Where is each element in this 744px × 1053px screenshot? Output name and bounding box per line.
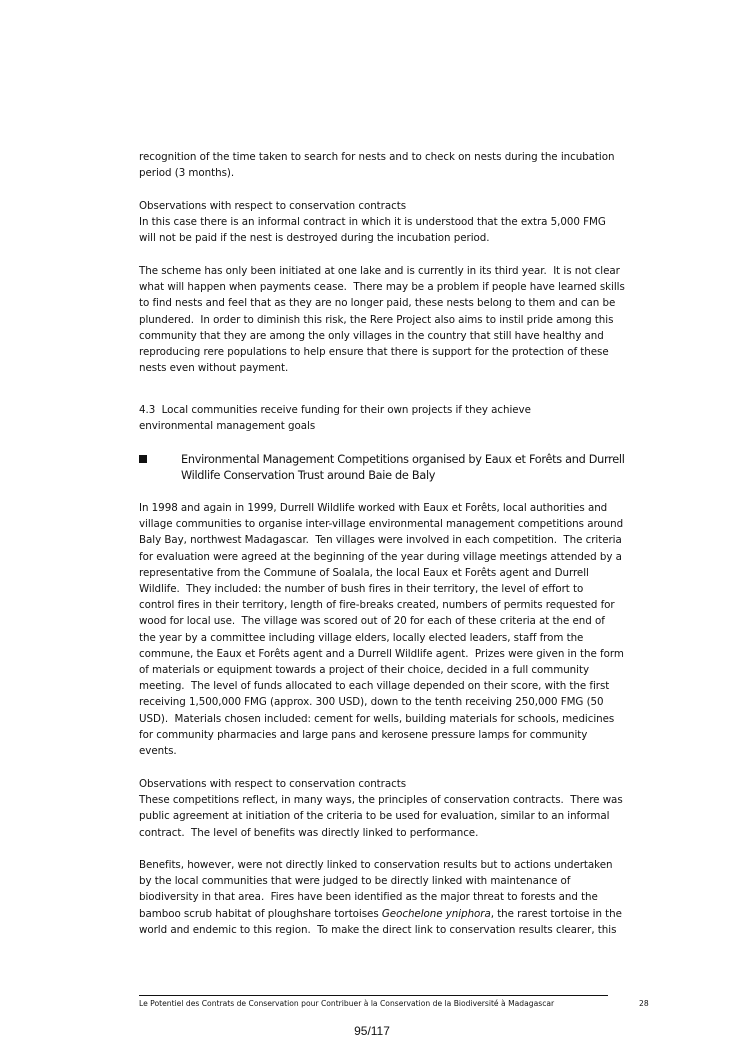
section-heading-4-3: [139, 403, 629, 434]
text-line: will not be paid if the nest is destroyed during the incubation period.: [139, 232, 490, 245]
text-line: In 1998 and again in 1999, Durrell Wildlife worked with Eaux et Forêts, local authorities and: [139, 502, 608, 514]
text-line: USD). Materials chosen included: cement for wells, building materials for schools, medicines: [139, 712, 615, 725]
text-line: Baly Bay, northwest Madagascar. Ten villages were involved in each competition. The criteria: [139, 534, 622, 547]
text-line: of materials or equipment towards a project of their choice, decided in a full community: [139, 664, 589, 677]
text-line: receiving 1,500,000 FMG (approx. 300 USD), down to the tenth receiving 250,000 FMG (50: [139, 696, 604, 709]
text-line: Wildlife. They included: the number of bush fires in their territory, the level of effort to: [139, 583, 584, 596]
text-line: Benefits, however, were not directly linked to conservation results but to actions undertaken: [139, 859, 613, 871]
observations-block-2: [139, 776, 629, 841]
section-heading-line: 4.3 Local communities receive funding for their own projects if they achieve: [139, 404, 531, 416]
text-line: wood for local use. The village was scored out of 20 for each of these criteria at the end of: [139, 615, 605, 628]
text-line: The scheme has only been initiated at one lake and is currently in its third year. It is not clear: [139, 265, 620, 277]
text-line: for community pharmacies and large pans and kerosene pressure lamps for community: [139, 728, 588, 741]
observations-block-1: [139, 198, 629, 247]
text-line: world and endemic to this region. To make the direct link to conservation results clearer, this: [139, 923, 617, 936]
text-line: contract. The level of benefits was directly linked to performance.: [139, 826, 479, 839]
footer-divider: [139, 995, 608, 996]
text-line: period (3 months).: [139, 167, 235, 180]
text-line: In this case there is an informal contract in which it is understood that the extra 5,000 FMG: [139, 216, 606, 229]
text-line-species: [139, 906, 629, 922]
paragraph-1998: [139, 500, 629, 759]
text-line: recognition of the time taken to search for nests and to check on nests during the incubation: [139, 151, 615, 163]
text-line: meeting. The level of funds allocated to each village depended on their score, with the first: [139, 680, 610, 693]
text-line: representative from the Commune of Soalala, the local Eaux et Forêts agent and Durrell: [139, 566, 589, 579]
text-line: events.: [139, 745, 177, 758]
text-line: These competitions reflect, in many ways, the principles of conservation contracts. There was: [139, 794, 623, 807]
footer-page-number: 28: [639, 999, 649, 1008]
text-line: Environmental Management Competitions organised by Eaux et Forêts and Durrell: [181, 453, 625, 466]
bullet-square-icon: [139, 455, 147, 463]
section-heading-line: environmental management goals: [139, 419, 316, 432]
paragraph-benefits: [139, 857, 629, 938]
species-name: Geochelone yniphora: [381, 907, 491, 920]
observations-heading: Observations with respect to conservation contracts: [139, 200, 407, 212]
text-line: nests even without payment.: [139, 362, 289, 375]
text-line: by the local communities that were judged to be directly linked with maintenance of: [139, 875, 571, 888]
page-counter: 95/117: [354, 1024, 390, 1038]
text-line: village communities to organise inter-village environmental management competitions around: [139, 518, 624, 531]
text-line: commune, the Eaux et Forêts agent and a Durrell Wildlife agent. Prizes were given in the form: [139, 647, 624, 660]
text-line: what will happen when payments cease. There may be a problem if people have learned skills: [139, 281, 625, 294]
text-line: biodiversity in that area. Fires have been identified as the major threat to forests and the: [139, 891, 598, 904]
observations-heading: Observations with respect to conservation contracts: [139, 778, 407, 790]
text-line: the year by a committee including village elders, locally elected leaders, staff from the: [139, 631, 584, 644]
text-line: community that they are among the only villages in the country that still have healthy and: [139, 329, 604, 342]
paragraph-scheme: [139, 263, 629, 376]
text-line: reproducing rere populations to help ensure that there is support for the protection of these: [139, 346, 609, 359]
text-run: , the rarest tortoise in the: [490, 907, 622, 920]
text-line: to find nests and feel that as they are no longer paid, these nests belong to them and can be: [139, 297, 616, 310]
text-line: plundered. In order to diminish this risk, the Rere Project also aims to instil pride among this: [139, 313, 614, 326]
text-line: Wildlife Conservation Trust around Baie de Baly: [181, 468, 436, 482]
text-line: for evaluation were agreed at the beginning of the year during village meetings attended by a: [139, 550, 622, 563]
footer-title: Le Potentiel des Contrats de Conservation pour Contribuer à la Conservation de la Biodiversité à Madagascar: [139, 999, 555, 1008]
paragraph-recognition: [139, 149, 629, 181]
text-line: control fires in their territory, length of fire-breaks created, numbers of permits requested for: [139, 599, 615, 612]
bullet-heading-text: [181, 452, 629, 483]
text-run: bamboo scrub habitat of ploughshare tortoises: [139, 907, 382, 920]
text-line: public agreement at initiation of the criteria to be used for evaluation, similar to an informal: [139, 810, 610, 823]
